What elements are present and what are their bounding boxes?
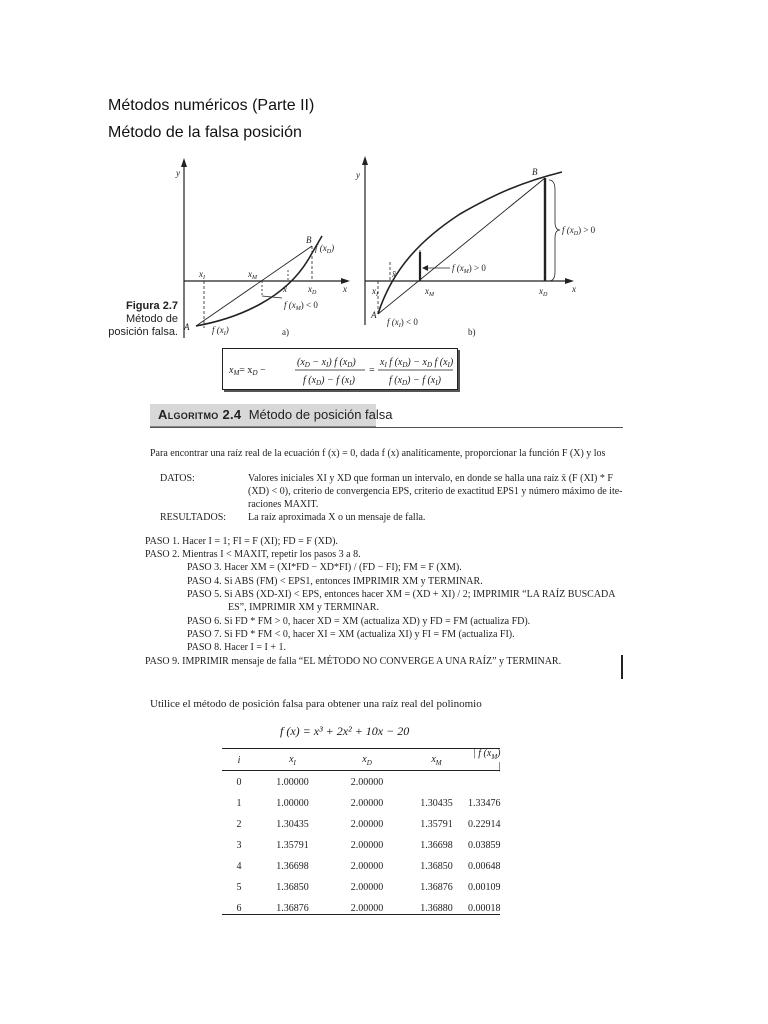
panel-a-fxD-label: f $(x_D)$	[315, 243, 335, 255]
panel-a-A-label: A	[184, 322, 190, 332]
algorithm-label: Algoritmo 2.4	[158, 407, 242, 422]
table-cell: 1.00000	[276, 798, 309, 809]
table-cell: 5	[236, 882, 242, 893]
table-row	[222, 856, 505, 877]
algorithm-rule	[150, 427, 623, 428]
panel-a-y-label: y	[176, 168, 180, 178]
table-cell: 2.00000	[350, 882, 384, 893]
table-cell: 1.30435	[276, 819, 309, 830]
table-cell: 0.00648	[468, 861, 501, 872]
col-header-xD: $x_D$	[362, 753, 372, 767]
table-cell: 1.33476	[468, 798, 501, 809]
formula-eq2: =	[369, 365, 375, 376]
algorithm-header	[150, 404, 393, 427]
table-cell: 2.00000	[350, 861, 384, 872]
panel-a-xD-label: $x_D$	[308, 284, 317, 296]
panel-a-secant	[196, 246, 312, 326]
page-title-line2: Método de la falsa posición	[108, 124, 302, 141]
table-row	[222, 898, 505, 919]
table-row	[222, 793, 505, 814]
col-header-xM: $x_M$	[431, 753, 442, 767]
table-header-row	[222, 748, 505, 772]
panel-a-xM-label: $x_M$	[248, 269, 257, 281]
figure-caption-line1: Método de	[126, 313, 178, 325]
table-cell: 0.22914	[468, 819, 501, 830]
panel-b-x-label: x	[572, 284, 576, 294]
table-cell: 1.36876	[276, 903, 309, 914]
table-cell: 1.35791	[276, 840, 309, 851]
iteration-table	[222, 748, 505, 919]
step-5: PASO 5. Si ABS (XD-XI) < EPS, entonces hacer XM = (XD + XI) / 2; IMPRIMIR “LA RAÍZ BUSCADA	[187, 589, 616, 600]
step-5-cont: ES”, IMPRIMIR XM y TERMINAR.	[228, 602, 379, 613]
example-prompt: Utilice el método de posición falsa para obtener una raíz real del polinomio	[150, 698, 482, 710]
step-8: PASO 8. Hacer I = I + 1.	[187, 642, 286, 653]
table-cell: 1.00000	[276, 777, 309, 788]
step-7: PASO 7. Si FD * FM < 0, hacer XI = XM (actualiza XI) y FI = FM (actualiza FI).	[187, 629, 515, 640]
table-cell: 1.30435	[420, 798, 453, 809]
formula-lhs: $x_M= x_D$ −	[229, 365, 266, 377]
panel-b-xI-label: $x_I$	[372, 286, 378, 298]
step-4: PASO 4. Si ABS (FM) < EPS1, entonces IMPRIMIR XM y TERMINAR.	[187, 576, 483, 587]
algorithm-end-bar	[621, 655, 623, 679]
table-cell: 1.35791	[420, 819, 453, 830]
table-cell: 0.03859	[468, 840, 501, 851]
panel-b-secant	[378, 178, 545, 314]
panel-b-B-label: B	[532, 167, 538, 177]
panel-a-xbar-label: x̄	[283, 284, 287, 294]
table-cell: 1.36880	[420, 903, 453, 914]
table-cell: 0.00109	[468, 882, 501, 893]
table-cell: 1.36850	[420, 861, 453, 872]
panel-b-curve	[378, 172, 562, 314]
table-cell: 4	[236, 861, 242, 872]
table-row	[222, 814, 505, 835]
table-cell: 1.36698	[420, 840, 453, 851]
table-cell: 1.36850	[276, 882, 309, 893]
formula-num2: $x_I$ f $(x_D) - x_D$ f $(x_I)$	[380, 357, 454, 369]
panel-b-y-label: y	[356, 170, 360, 180]
table-cell: 1.36698	[276, 861, 309, 872]
step-2: PASO 2. Mientras I < MAXIT, repetir los pasos 3 a 8.	[145, 549, 361, 560]
formula-den1: f $(x_D) - f$ $(x_I)$	[303, 375, 355, 387]
table-cell: 0	[236, 777, 242, 788]
algorithm-intro: Para encontrar una raíz real de la ecuación f (x) = 0, dada f (x) analíticamente, proporcionar la función F (X) y los	[150, 448, 606, 459]
algorithm-title: Método de posición falsa	[248, 407, 393, 422]
panel-b-xM-label: $x_M$	[425, 286, 434, 298]
figure-caption-line2: posición falsa.	[108, 326, 178, 338]
example-polynomial: f (x) = x³ + 2x² + 10x − 20	[280, 724, 410, 738]
table-cell: 2	[236, 819, 242, 830]
table-cell: 2.00000	[350, 840, 384, 851]
step-6: PASO 6. Si FD * FM > 0, hacer XD = XM (actualiza XD) y FD = FM (actualiza FD).	[187, 616, 531, 627]
datos-line2: (XD) < 0), criterio de convergencia EPS, criterio de exactitud EPS1 y número máximo de ite-	[248, 486, 623, 497]
table-row	[222, 772, 505, 793]
table-cell: 2.00000	[350, 819, 384, 830]
panel-b-tag: b)	[468, 327, 476, 337]
formula-box	[222, 348, 458, 390]
table-cell: 2.00000	[350, 798, 384, 809]
panel-a-xI-label: $x_I$	[199, 269, 205, 281]
panel-a-fxM-label: f $(x_M) < 0$	[284, 300, 318, 312]
table-row	[222, 877, 505, 898]
panel-b-fxD-label: f $(x_D) > 0$	[562, 225, 596, 237]
panel-a-B-label: B	[306, 235, 312, 245]
resultados-text: La raíz aproximada X o un mensaje de falla.	[248, 512, 426, 523]
panel-a-fxI-label: f $(x_I)$	[212, 325, 229, 337]
datos-line3: raciones MAXIT.	[248, 499, 319, 510]
table-cell: 1.36876	[420, 882, 453, 893]
table-cell	[468, 772, 505, 793]
table-cell: 0.00018	[468, 903, 501, 914]
false-position-figure	[0, 0, 768, 400]
table-cell: 2.00000	[350, 777, 384, 788]
formula-den2: f $(x_D) - f$ $(x_I)$	[389, 375, 441, 387]
panel-b-xbar-label: x̄	[392, 269, 396, 279]
panel-b-fxI-label: f $(x_I) < 0$	[387, 317, 418, 329]
panel-b-A-label: A	[371, 310, 377, 320]
table-cell: 1	[236, 798, 242, 809]
datos-label: DATOS:	[160, 473, 195, 484]
table-cell: 2.00000	[350, 903, 384, 914]
table-cell	[405, 772, 468, 793]
figure-caption	[100, 300, 178, 339]
panel-a-tag: a)	[282, 327, 289, 337]
table-row	[222, 835, 505, 856]
step-9: PASO 9. IMPRIMIR mensaje de falla “EL MÉTODO NO CONVERGE A UNA RAÍZ” y TERMINAR.	[145, 656, 562, 667]
table-cell: 3	[236, 840, 242, 851]
panel-b-fxM-label: f $(x_M) > 0$	[452, 263, 486, 275]
step-3: PASO 3. Hacer XM = (XI*FD − XD*FI) / (FD − FI); FM = F (XM).	[187, 562, 462, 573]
datos-line1: Valores iniciales XI y XD que forman un intervalo, en donde se halla una raíz x̄ (F (XI) * F	[248, 473, 613, 484]
panel-b-xD-label: $x_D$	[539, 286, 548, 298]
panel-a-x-label: x	[343, 284, 347, 294]
page-title-line1: Métodos numéricos (Parte II)	[108, 97, 315, 114]
formula-num1: $(x_D - x_I)$ f $(x_D)$	[297, 357, 356, 369]
step-1: PASO 1. Hacer I = 1; FI = F (XI); FD = F (XD).	[145, 536, 338, 547]
col-header-fxM: | f $(x_M)$ |	[473, 748, 501, 772]
figure-caption-title: Figura 2.7	[126, 300, 178, 312]
col-header-i: i	[237, 754, 241, 766]
col-header-xI: $x_I$	[289, 753, 296, 767]
resultados-label: RESULTADOS:	[160, 512, 227, 523]
table-cell: 6	[236, 903, 242, 914]
